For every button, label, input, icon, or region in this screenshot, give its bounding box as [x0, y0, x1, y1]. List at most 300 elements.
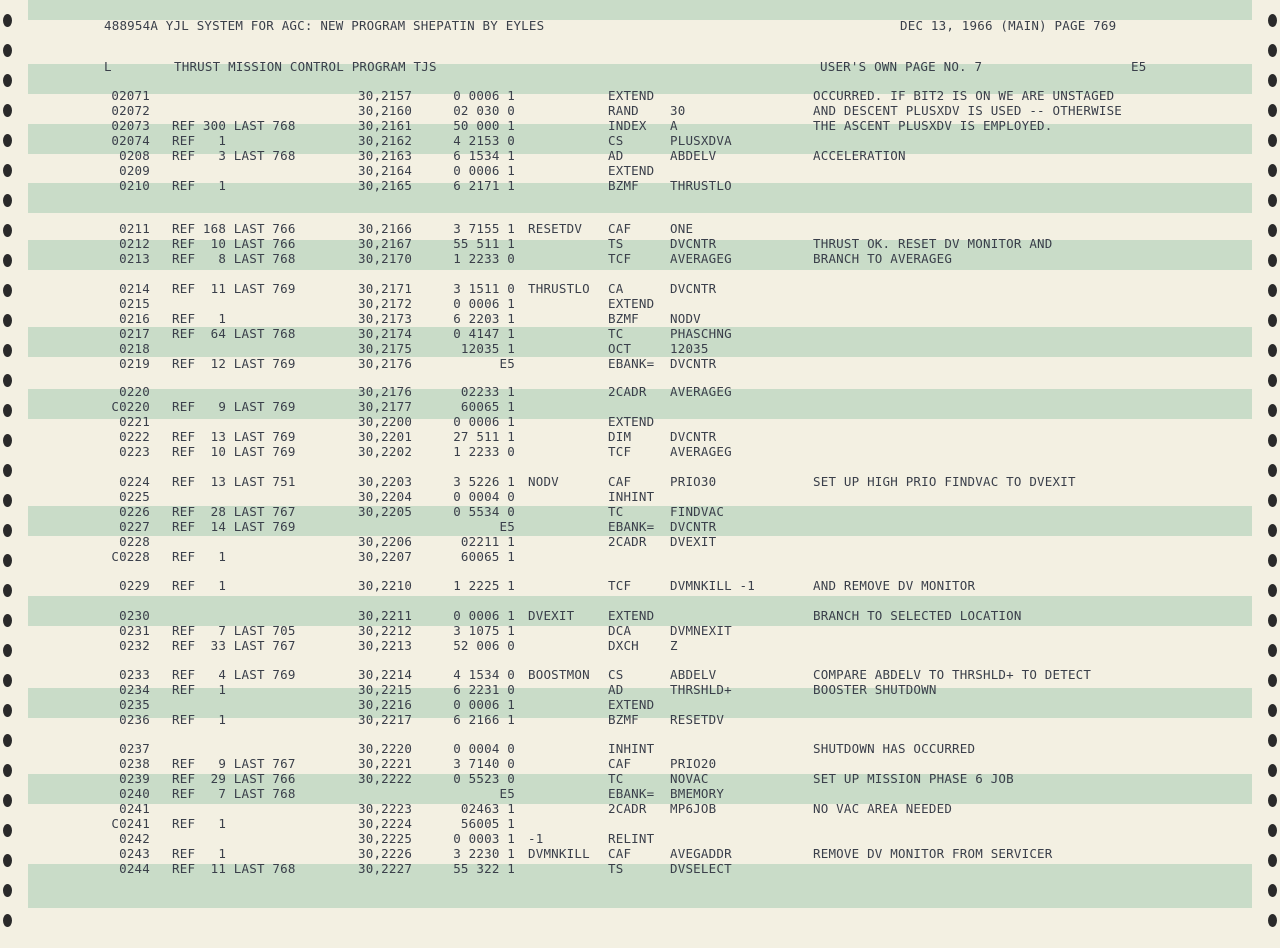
line-number: 0211	[119, 221, 150, 236]
operand: MP6JOB	[670, 801, 717, 816]
tractor-hole	[3, 104, 12, 117]
line-number: 0208	[119, 148, 150, 163]
line-number: 0236	[119, 712, 150, 727]
comment: SET UP MISSION PHASE 6 JOB	[813, 771, 1014, 786]
address: 30,2175	[358, 341, 413, 356]
address: 30,2206	[358, 534, 413, 549]
tractor-hole	[3, 554, 12, 567]
tractor-hole	[1268, 554, 1277, 567]
tractor-hole	[3, 14, 12, 27]
line-number: 0229	[119, 578, 150, 593]
operand: FINDVAC	[670, 504, 725, 519]
tractor-hole	[1268, 584, 1277, 597]
operand: DVMNKILL -1	[670, 578, 755, 593]
opcode: CAF	[608, 756, 632, 771]
octal-code: 3 5226 1	[453, 474, 515, 489]
tractor-hole	[3, 254, 12, 267]
tractor-hole	[1268, 734, 1277, 747]
line-number: 0239	[119, 771, 150, 786]
opcode: TS	[608, 236, 624, 251]
reference: REF 14 LAST 769	[172, 519, 296, 534]
label: DVMNKILL	[528, 846, 590, 861]
reference: REF 1	[172, 311, 227, 326]
program-title: THRUST MISSION CONTROL PROGRAM TJS	[174, 59, 437, 74]
tractor-hole	[3, 464, 12, 477]
tractor-hole	[1268, 404, 1277, 417]
opcode: TCF	[608, 251, 632, 266]
reference: REF 10 LAST 766	[172, 236, 296, 251]
line-number: 0232	[119, 638, 150, 653]
tractor-hole	[3, 704, 12, 717]
operand: PRIO20	[670, 756, 717, 771]
octal-code: 02233 1	[460, 384, 515, 399]
tractor-hole	[3, 884, 12, 897]
tractor-hole	[1268, 224, 1277, 237]
address: 30,2164	[358, 163, 413, 178]
tractor-hole	[3, 194, 12, 207]
tractor-hole	[1268, 44, 1277, 57]
tractor-hole	[3, 344, 12, 357]
reference: REF 3 LAST 768	[172, 148, 296, 163]
line-number: 0228	[119, 534, 150, 549]
line-number: 0222	[119, 429, 150, 444]
comment: AND DESCENT PLUSXDV IS USED -- OTHERWISE	[813, 103, 1123, 118]
octal-code: 1 2225 1	[453, 578, 515, 593]
label: BOOSTMON	[528, 667, 590, 682]
address: 30,2221	[358, 756, 413, 771]
tractor-hole	[3, 794, 12, 807]
tractor-hole	[1268, 674, 1277, 687]
line-number: 0234	[119, 682, 150, 697]
operand: DVEXIT	[670, 534, 717, 549]
line-number: 0216	[119, 311, 150, 326]
address: 30,2226	[358, 846, 413, 861]
octal-code: 52 006 0	[453, 638, 515, 653]
reference: REF 168 LAST 766	[172, 221, 296, 236]
tractor-hole	[1268, 644, 1277, 657]
tractor-hole	[1268, 314, 1277, 327]
address: 30,2222	[358, 771, 413, 786]
octal-code: 55 322 1	[453, 861, 515, 876]
address: 30,2200	[358, 414, 413, 429]
octal-code: 3 1511 0	[453, 281, 515, 296]
opcode: TCF	[608, 444, 632, 459]
opcode: EXTEND	[608, 163, 655, 178]
operand: DVMNEXIT	[670, 623, 732, 638]
reference: REF 64 LAST 768	[172, 326, 296, 341]
operand: 30	[670, 103, 686, 118]
octal-code: 0 0006 1	[453, 697, 515, 712]
address: 30,2166	[358, 221, 413, 236]
address: 30,2203	[358, 474, 413, 489]
tractor-hole	[1268, 524, 1277, 537]
octal-code: 6 2231 0	[453, 682, 515, 697]
reference: REF 1	[172, 178, 227, 193]
octal-code: 12035 1	[460, 341, 515, 356]
opcode: TC	[608, 326, 624, 341]
header-right: DEC 13, 1966 (MAIN) PAGE 769	[900, 18, 1117, 33]
label: RESETDV	[528, 221, 583, 236]
line-number: 0210	[119, 178, 150, 193]
opcode: INDEX	[608, 118, 647, 133]
opcode: CS	[608, 133, 624, 148]
tractor-hole	[3, 224, 12, 237]
opcode: AD	[608, 682, 624, 697]
octal-code: 6 1534 1	[453, 148, 515, 163]
opcode: CS	[608, 667, 624, 682]
address: 30,2216	[358, 697, 413, 712]
opcode: TC	[608, 504, 624, 519]
opcode: EXTEND	[608, 296, 655, 311]
line-number: 0235	[119, 697, 150, 712]
tractor-hole	[1268, 704, 1277, 717]
tractor-hole	[1268, 854, 1277, 867]
address: 30,2173	[358, 311, 413, 326]
octal-code: 02463 1	[460, 801, 515, 816]
operand: ABDELV	[670, 148, 717, 163]
tractor-hole	[1268, 764, 1277, 777]
line-number: 0218	[119, 341, 150, 356]
tractor-hole	[3, 314, 12, 327]
comment: ACCELERATION	[813, 148, 906, 163]
octal-code: 0 4147 1	[453, 326, 515, 341]
tractor-hole	[1268, 884, 1277, 897]
octal-code: 0 0006 1	[453, 608, 515, 623]
line-number: 0230	[119, 608, 150, 623]
tractor-hole	[3, 494, 12, 507]
line-number: 0243	[119, 846, 150, 861]
octal-code: E5	[499, 519, 515, 534]
line-number: 0220	[119, 384, 150, 399]
header-left: 488954A YJL SYSTEM FOR AGC: NEW PROGRAM SHEPATIN BY EYLES	[104, 18, 545, 33]
operand: DVCNTR	[670, 356, 717, 371]
octal-code: 4 1534 0	[453, 667, 515, 682]
octal-code: 1 2233 0	[453, 251, 515, 266]
octal-code: 3 1075 1	[453, 623, 515, 638]
operand: DVCNTR	[670, 519, 717, 534]
tractor-hole	[1268, 74, 1277, 87]
tractor-hole	[1268, 14, 1277, 27]
operand: AVEGADDR	[670, 846, 732, 861]
reference: REF 9 LAST 767	[172, 756, 296, 771]
tractor-hole	[3, 134, 12, 147]
address: 30,2227	[358, 861, 413, 876]
reference: REF 10 LAST 769	[172, 444, 296, 459]
opcode: DIM	[608, 429, 632, 444]
opcode: BZMF	[608, 311, 639, 326]
opcode: CAF	[608, 846, 632, 861]
reference: REF 1	[172, 682, 227, 697]
address: 30,2174	[358, 326, 413, 341]
opcode: CA	[608, 281, 624, 296]
line-number: 0242	[119, 831, 150, 846]
opcode: CAF	[608, 474, 632, 489]
reference: REF 13 LAST 751	[172, 474, 296, 489]
octal-code: 0 0004 0	[453, 741, 515, 756]
operand: PRIO30	[670, 474, 717, 489]
tractor-hole	[3, 764, 12, 777]
address: 30,2176	[358, 356, 413, 371]
octal-code: 3 2230 1	[453, 846, 515, 861]
tractor-hole	[3, 644, 12, 657]
comment: BRANCH TO AVERAGEG	[813, 251, 953, 266]
opcode: INHINT	[608, 741, 655, 756]
octal-code: 56005 1	[460, 816, 515, 831]
reference: REF 1	[172, 133, 227, 148]
tractor-hole	[1268, 374, 1277, 387]
octal-code: 0 0006 1	[453, 88, 515, 103]
line-number: C0241	[111, 816, 150, 831]
opcode: 2CADR	[608, 534, 647, 549]
operand: AVERAGEG	[670, 444, 732, 459]
octal-code: 1 2233 0	[453, 444, 515, 459]
line-number: 0215	[119, 296, 150, 311]
line-number: 0219	[119, 356, 150, 371]
octal-code: 0 0006 1	[453, 163, 515, 178]
octal-code: 02211 1	[460, 534, 515, 549]
reference: REF 7 LAST 705	[172, 623, 296, 638]
octal-code: 0 0006 1	[453, 414, 515, 429]
octal-code: 50 000 1	[453, 118, 515, 133]
opcode: AD	[608, 148, 624, 163]
reference: REF 12 LAST 769	[172, 356, 296, 371]
address: 30,2220	[358, 741, 413, 756]
reference: REF 1	[172, 549, 227, 564]
operand: DVCNTR	[670, 236, 717, 251]
opcode: INHINT	[608, 489, 655, 504]
comment: COMPARE ABDELV TO THRSHLD+ TO DETECT	[813, 667, 1092, 682]
opcode: TCF	[608, 578, 632, 593]
line-number: C0228	[111, 549, 150, 564]
opcode: EBANK=	[608, 519, 655, 534]
opcode: RELINT	[608, 831, 655, 846]
octal-code: 3 7155 1	[453, 221, 515, 236]
line-number: 02073	[111, 118, 150, 133]
line-number: 0225	[119, 489, 150, 504]
comment: REMOVE DV MONITOR FROM SERVICER	[813, 846, 1053, 861]
operand: BMEMORY	[670, 786, 725, 801]
address: 30,2215	[358, 682, 413, 697]
address: 30,2176	[358, 384, 413, 399]
reference: REF 4 LAST 769	[172, 667, 296, 682]
tractor-hole	[3, 854, 12, 867]
tractor-hole	[1268, 824, 1277, 837]
line-number: 02074	[111, 133, 150, 148]
address: 30,2213	[358, 638, 413, 653]
comment: OCCURRED. IF BIT2 IS ON WE ARE UNSTAGED	[813, 88, 1115, 103]
address: 30,2214	[358, 667, 413, 682]
tractor-hole	[1268, 494, 1277, 507]
line-number: 0209	[119, 163, 150, 178]
address: 30,2204	[358, 489, 413, 504]
tractor-hole	[3, 44, 12, 57]
reference: REF 11 LAST 769	[172, 281, 296, 296]
comment: AND REMOVE DV MONITOR	[813, 578, 976, 593]
reference: REF 300 LAST 768	[172, 118, 296, 133]
address: 30,2212	[358, 623, 413, 638]
address: 30,2207	[358, 549, 413, 564]
opcode: 2CADR	[608, 384, 647, 399]
comment: THE ASCENT PLUSXDV IS EMPLOYED.	[813, 118, 1053, 133]
tractor-hole	[3, 164, 12, 177]
comment: NO VAC AREA NEEDED	[813, 801, 953, 816]
operand: AVERAGEG	[670, 384, 732, 399]
label: DVEXIT	[528, 608, 575, 623]
comment: THRUST OK. RESET DV MONITOR AND	[813, 236, 1053, 251]
opcode: BZMF	[608, 178, 639, 193]
operand: PHASCHNG	[670, 326, 732, 341]
label: -1	[528, 831, 544, 846]
line-number: 0224	[119, 474, 150, 489]
octal-code: 6 2166 1	[453, 712, 515, 727]
reference: REF 33 LAST 767	[172, 638, 296, 653]
opcode: OCT	[608, 341, 632, 356]
tractor-hole	[1268, 434, 1277, 447]
address: 30,2162	[358, 133, 413, 148]
operand: A	[670, 118, 678, 133]
tractor-hole	[3, 284, 12, 297]
tractor-hole	[3, 434, 12, 447]
line-number: 0237	[119, 741, 150, 756]
opcode: EXTEND	[608, 88, 655, 103]
octal-code: 6 2171 1	[453, 178, 515, 193]
opcode: CAF	[608, 221, 632, 236]
tractor-hole	[1268, 164, 1277, 177]
octal-code: 60065 1	[460, 549, 515, 564]
greenbar-band	[26, 0, 1257, 20]
line-number: 0233	[119, 667, 150, 682]
tractor-hole	[3, 374, 12, 387]
tractor-hole	[1268, 464, 1277, 477]
tractor-hole	[3, 524, 12, 537]
address: 30,2160	[358, 103, 413, 118]
tractor-hole	[3, 674, 12, 687]
line-number: 0226	[119, 504, 150, 519]
address: 30,2217	[358, 712, 413, 727]
tractor-hole	[3, 614, 12, 627]
address: 30,2165	[358, 178, 413, 193]
operand: DVSELECT	[670, 861, 732, 876]
tractor-hole	[3, 734, 12, 747]
address: 30,2224	[358, 816, 413, 831]
opcode: DXCH	[608, 638, 639, 653]
address: 30,2201	[358, 429, 413, 444]
opcode: TC	[608, 771, 624, 786]
opcode: EXTEND	[608, 697, 655, 712]
address: 30,2157	[358, 88, 413, 103]
operand: Z	[670, 638, 678, 653]
octal-code: E5	[499, 786, 515, 801]
reference: REF 8 LAST 768	[172, 251, 296, 266]
octal-code: 0 0006 1	[453, 296, 515, 311]
operand: PLUSXDVA	[670, 133, 732, 148]
opcode: 2CADR	[608, 801, 647, 816]
octal-code: 60065 1	[460, 399, 515, 414]
tractor-hole	[1268, 254, 1277, 267]
octal-code: 27 511 1	[453, 429, 515, 444]
opcode: EBANK=	[608, 786, 655, 801]
address: 30,2171	[358, 281, 413, 296]
line-number: 0244	[119, 861, 150, 876]
octal-code: E5	[499, 356, 515, 371]
opcode: TS	[608, 861, 624, 876]
operand: THRSHLD+	[670, 682, 732, 697]
reference: REF 9 LAST 769	[172, 399, 296, 414]
reference: REF 11 LAST 768	[172, 861, 296, 876]
operand: RESETDV	[670, 712, 725, 727]
line-number: 0213	[119, 251, 150, 266]
line-number: 0227	[119, 519, 150, 534]
tractor-hole	[1268, 104, 1277, 117]
address: 30,2225	[358, 831, 413, 846]
reference: REF 1	[172, 846, 227, 861]
opcode: BZMF	[608, 712, 639, 727]
octal-code: 55 511 1	[453, 236, 515, 251]
line-number: 0241	[119, 801, 150, 816]
label: NODV	[528, 474, 559, 489]
line-number: 0223	[119, 444, 150, 459]
reference: REF 29 LAST 766	[172, 771, 296, 786]
comment: BOOSTER SHUTDOWN	[813, 682, 937, 697]
operand: 12035	[670, 341, 709, 356]
tractor-hole	[1268, 614, 1277, 627]
line-number: 0221	[119, 414, 150, 429]
reference: REF 28 LAST 767	[172, 504, 296, 519]
tractor-hole	[3, 404, 12, 417]
tractor-hole	[3, 584, 12, 597]
user-page-number: USER'S OWN PAGE NO. 7	[820, 59, 983, 74]
address: 30,2177	[358, 399, 413, 414]
operand: NODV	[670, 311, 701, 326]
operand: DVCNTR	[670, 281, 717, 296]
octal-code: 0 5523 0	[453, 771, 515, 786]
address: 30,2205	[358, 504, 413, 519]
opcode: EXTEND	[608, 608, 655, 623]
octal-code: 0 0004 0	[453, 489, 515, 504]
tractor-hole	[1268, 794, 1277, 807]
subheader-ebank: E5	[1131, 59, 1147, 74]
tractor-hole	[3, 824, 12, 837]
address: 30,2210	[358, 578, 413, 593]
address: 30,2170	[358, 251, 413, 266]
operand: AVERAGEG	[670, 251, 732, 266]
operand: ABDELV	[670, 667, 717, 682]
line-number: C0220	[111, 399, 150, 414]
address: 30,2161	[358, 118, 413, 133]
line-number: 0217	[119, 326, 150, 341]
label: THRUSTLO	[528, 281, 590, 296]
comment: BRANCH TO SELECTED LOCATION	[813, 608, 1022, 623]
operand: THRUSTLO	[670, 178, 732, 193]
reference: REF 7 LAST 768	[172, 786, 296, 801]
line-number: 02072	[111, 103, 150, 118]
comment: SET UP HIGH PRIO FINDVAC TO DVEXIT	[813, 474, 1076, 489]
address: 30,2167	[358, 236, 413, 251]
reference: REF 1	[172, 712, 227, 727]
reference: REF 13 LAST 769	[172, 429, 296, 444]
tractor-hole	[1268, 134, 1277, 147]
tractor-hole	[3, 914, 12, 927]
reference: REF 1	[172, 578, 227, 593]
tractor-hole	[1268, 194, 1277, 207]
reference: REF 1	[172, 816, 227, 831]
operand: DVCNTR	[670, 429, 717, 444]
opcode: EXTEND	[608, 414, 655, 429]
line-number: 0214	[119, 281, 150, 296]
address: 30,2202	[358, 444, 413, 459]
comment: SHUTDOWN HAS OCCURRED	[813, 741, 976, 756]
opcode: EBANK=	[608, 356, 655, 371]
